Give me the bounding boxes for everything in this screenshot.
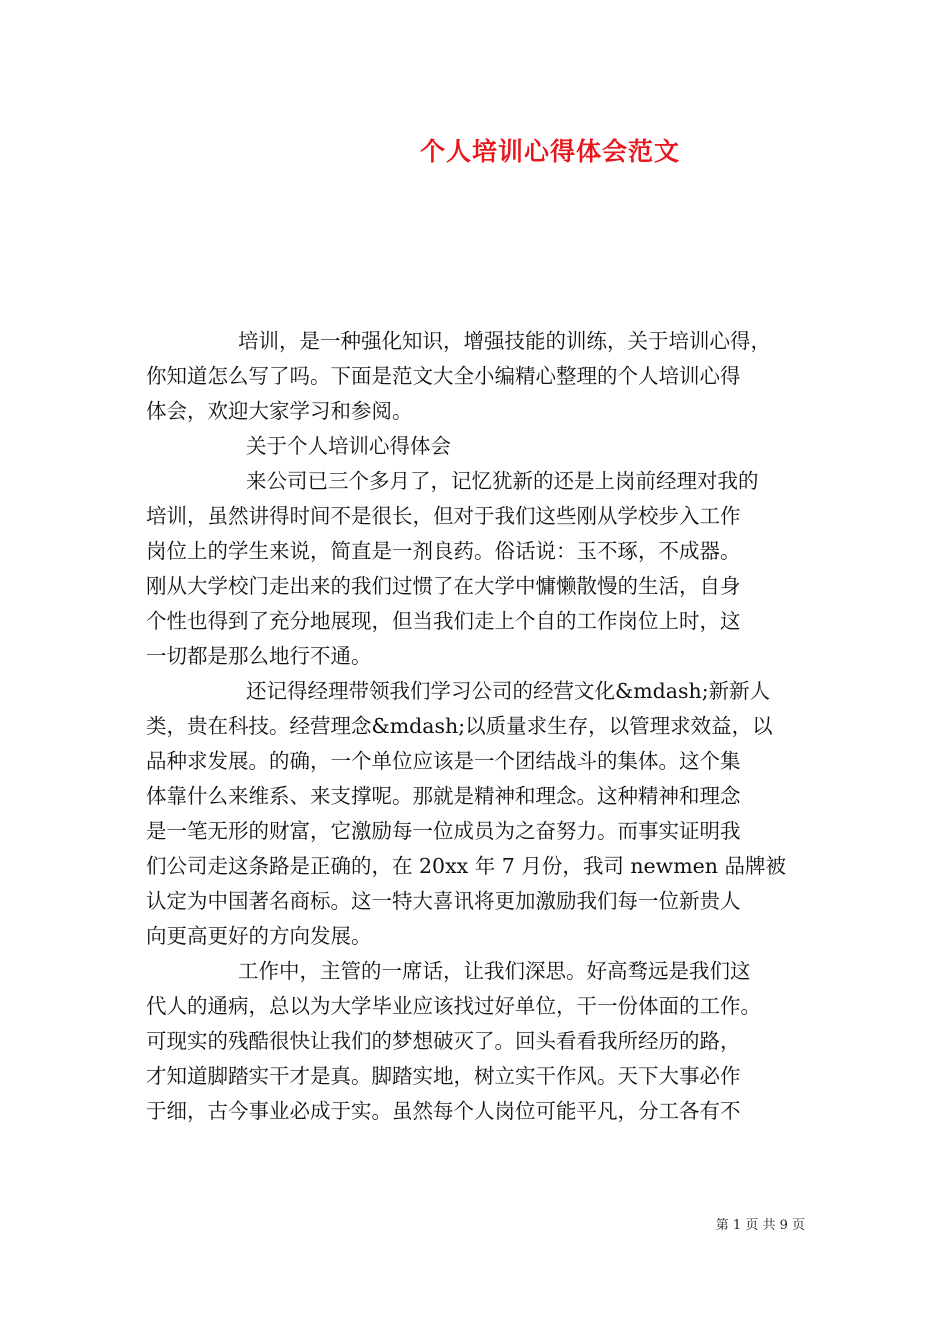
text-line: 岗位上的学生来说，简直是一剂良药。俗话说：玉不琢，不成器。 xyxy=(146,539,741,563)
section-heading: 关于个人培训心得体会 xyxy=(246,434,451,458)
text-line: 认定为中国著名商标。这一特大喜讯将更加激励我们每一位新贵人 xyxy=(146,889,741,913)
text-line: 一切都是那么地行不通。 xyxy=(146,644,372,668)
text-line: 工作中，主管的一席话，让我们深思。好高骛远是我们这 xyxy=(238,959,751,983)
page-title: 个人培训心得体会范文 xyxy=(419,137,680,166)
text-line: 来公司已三个多月了，记忆犹新的还是上岗前经理对我的 xyxy=(246,469,759,493)
text-line: 类，贵在科技。经营理念&mdash;以质量求生存，以管理求效益，以 xyxy=(146,714,773,738)
text-line: 于细，古今事业必成于实。虽然每个人岗位可能平凡，分工各有不 xyxy=(146,1099,741,1123)
document-body xyxy=(146,324,806,1129)
text-line: 体靠什么来维系、来支撑呢。那就是精神和理念。这种精神和理念 xyxy=(146,784,741,808)
text-line: 刚从大学校门走出来的我们过惯了在大学中慵懒散慢的生活，自身 xyxy=(146,574,741,598)
text-line: 你知道怎么写了吗。下面是范文大全小编精心整理的个人培训心得 xyxy=(146,364,741,388)
text-line: 个性也得到了充分地展现，但当我们走上个自的工作岗位上时，这 xyxy=(146,609,741,633)
text-line: 们公司走这条路是正确的，在 20xx 年 7 月份，我司 newmen 品牌被 xyxy=(146,854,787,878)
text-line: 培训，虽然讲得时间不是很长，但对于我们这些刚从学校步入工作 xyxy=(146,504,741,528)
page-number: 第 1 页 共 9 页 xyxy=(715,1218,805,1233)
text-line: 还记得经理带领我们学习公司的经营文化&mdash;新新人 xyxy=(246,679,771,703)
text-line: 体会，欢迎大家学习和参阅。 xyxy=(146,399,413,423)
text-line: 可现实的残酷很快让我们的梦想破灭了。回头看看我所经历的路， xyxy=(146,1029,741,1053)
text-line: 品种求发展。的确，一个单位应该是一个团结战斗的集体。这个集 xyxy=(146,749,741,773)
text-line: 向更高更好的方向发展。 xyxy=(146,924,372,948)
text-line: 才知道脚踏实干才是真。脚踏实地，树立实干作风。天下大事必作 xyxy=(146,1064,741,1088)
text-line: 是一笔无形的财富，它激励每一位成员为之奋努力。而事实证明我 xyxy=(146,819,741,843)
text-line: 代人的通病，总以为大学毕业应该找过好单位，干一份体面的工作。 xyxy=(146,994,761,1018)
text-line: 培训，是一种强化知识，增强技能的训练，关于培训心得， xyxy=(238,329,771,353)
